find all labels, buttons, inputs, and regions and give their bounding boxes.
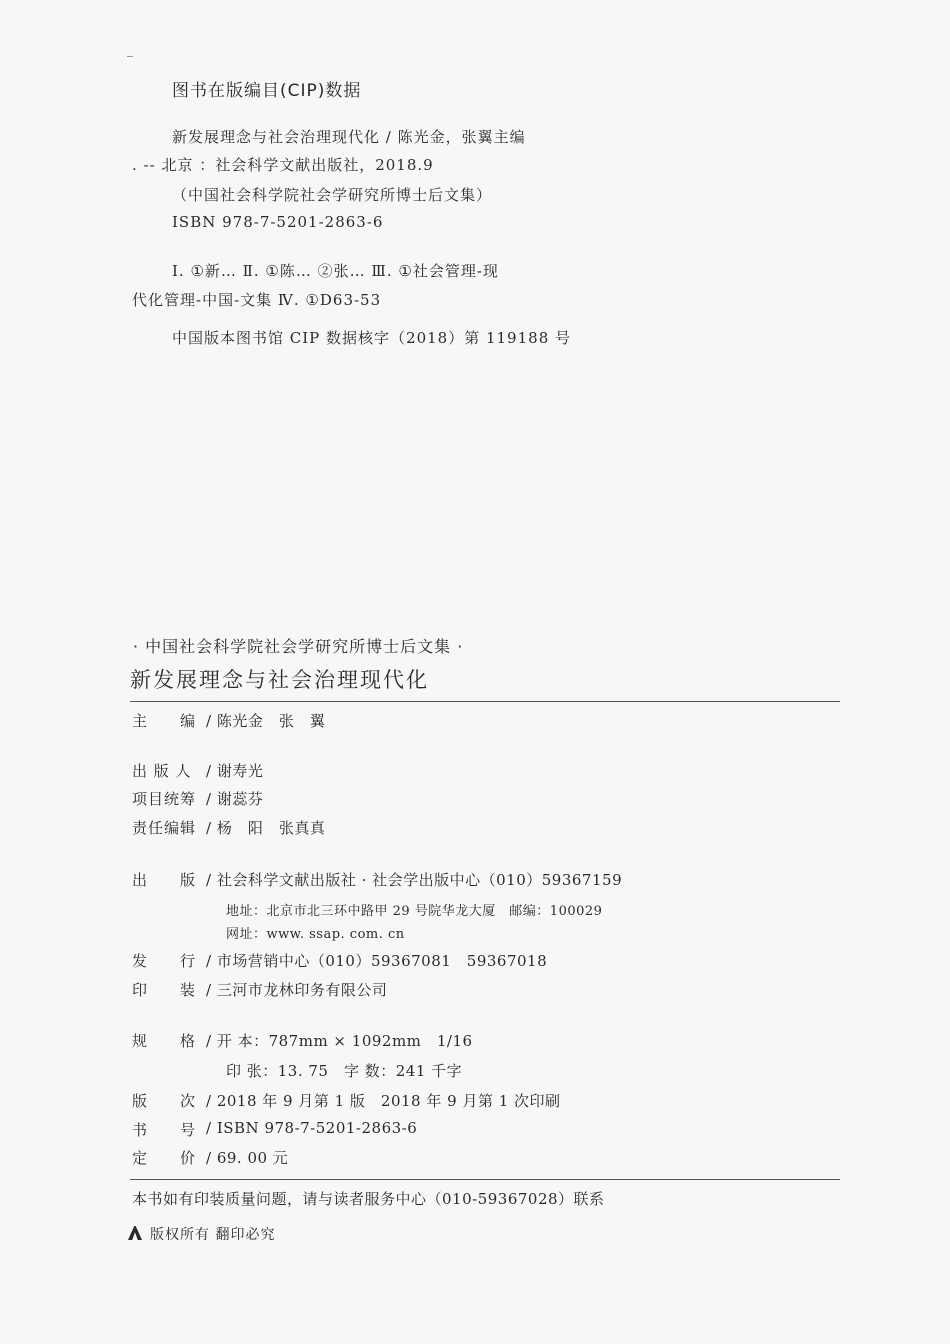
format-value-sheets: 印 张：13. 75 字 数：241 千字 (226, 1062, 463, 1080)
print-label: 印 装 (132, 981, 197, 999)
edition-value: / 2018 年 9 月第 1 版 2018 年 9 月第 1 次印刷 (206, 1092, 561, 1110)
editor-value: / 陈光金 张 翼 (206, 712, 326, 730)
format-label: 规 格 (132, 1032, 197, 1050)
scan-speck (127, 56, 133, 57)
cip-heading: 图书在版编目(CIP)数据 (172, 81, 362, 101)
publisher-address: 地址：北京市北三环中路甲 29 号院华龙大厦 邮编：100029 (226, 904, 603, 919)
edition-label: 版 次 (132, 1092, 197, 1110)
footer-divider (130, 1179, 840, 1180)
print-value: / 三河市龙林印务有限公司 (206, 981, 388, 999)
cip-isbn-line: ISBN 978-7-5201-2863-6 (172, 213, 384, 231)
book-title: 新发展理念与社会治理现代化 (130, 668, 429, 692)
series-name: · 中国社会科学院社会学研究所博士后文集 · (133, 637, 464, 656)
publisher-person-label: 出 版 人 (132, 762, 192, 780)
price-label: 定 价 (132, 1149, 197, 1167)
publish-label: 出 版 (132, 871, 197, 889)
responsible-editor-value: / 杨 阳 张真真 (206, 819, 326, 837)
title-divider (130, 701, 840, 702)
coordinator-value: / 谢蕊芬 (206, 790, 264, 808)
isbn-value: / ISBN 978-7-5201-2863-6 (206, 1119, 418, 1137)
cip-series-line: （中国社会科学院社会学研究所博士后文集） (172, 186, 493, 204)
format-value: / 开 本：787mm × 1092mm 1/16 (206, 1032, 473, 1050)
distribute-value: / 市场营销中心（010）59367081 59367018 (206, 952, 548, 970)
coordinator-label: 项目统筹 (132, 790, 197, 808)
distribute-label: 发 行 (132, 952, 197, 970)
publisher-website: 网址：www. ssap. com. cn (226, 927, 405, 942)
editor-label: 主 编 (132, 712, 197, 730)
cip-subject-line-cont: 代化管理-中国-文集 Ⅳ. ①D63-53 (132, 291, 382, 309)
publish-value: / 社会科学文献出版社 · 社会学出版中心（010）59367159 (206, 871, 623, 889)
isbn-label: 书 号 (132, 1121, 197, 1139)
cip-title-line: 新发展理念与社会治理现代化 / 陈光金，张翼主编 (172, 128, 526, 146)
price-value: / 69. 00 元 (206, 1149, 289, 1167)
rights-notice: 版权所有 翻印必究 (150, 1227, 276, 1243)
publisher-person-value: / 谢寿光 (206, 762, 264, 780)
cip-record-number: 中国版本图书馆 CIP 数据核字（2018）第 119188 号 (172, 329, 572, 347)
service-note: 本书如有印装质量问题，请与读者服务中心（010-59367028）联系 (132, 1190, 605, 1208)
cip-subject-line: Ⅰ. ①新… Ⅱ. ①陈… ②张… Ⅲ. ①社会管理-现 (172, 262, 499, 280)
publisher-logo-icon (128, 1226, 142, 1240)
cip-publisher-line: . -- 北京 ：社会科学文献出版社，2018.9 (132, 156, 434, 174)
responsible-editor-label: 责任编辑 (132, 819, 197, 837)
